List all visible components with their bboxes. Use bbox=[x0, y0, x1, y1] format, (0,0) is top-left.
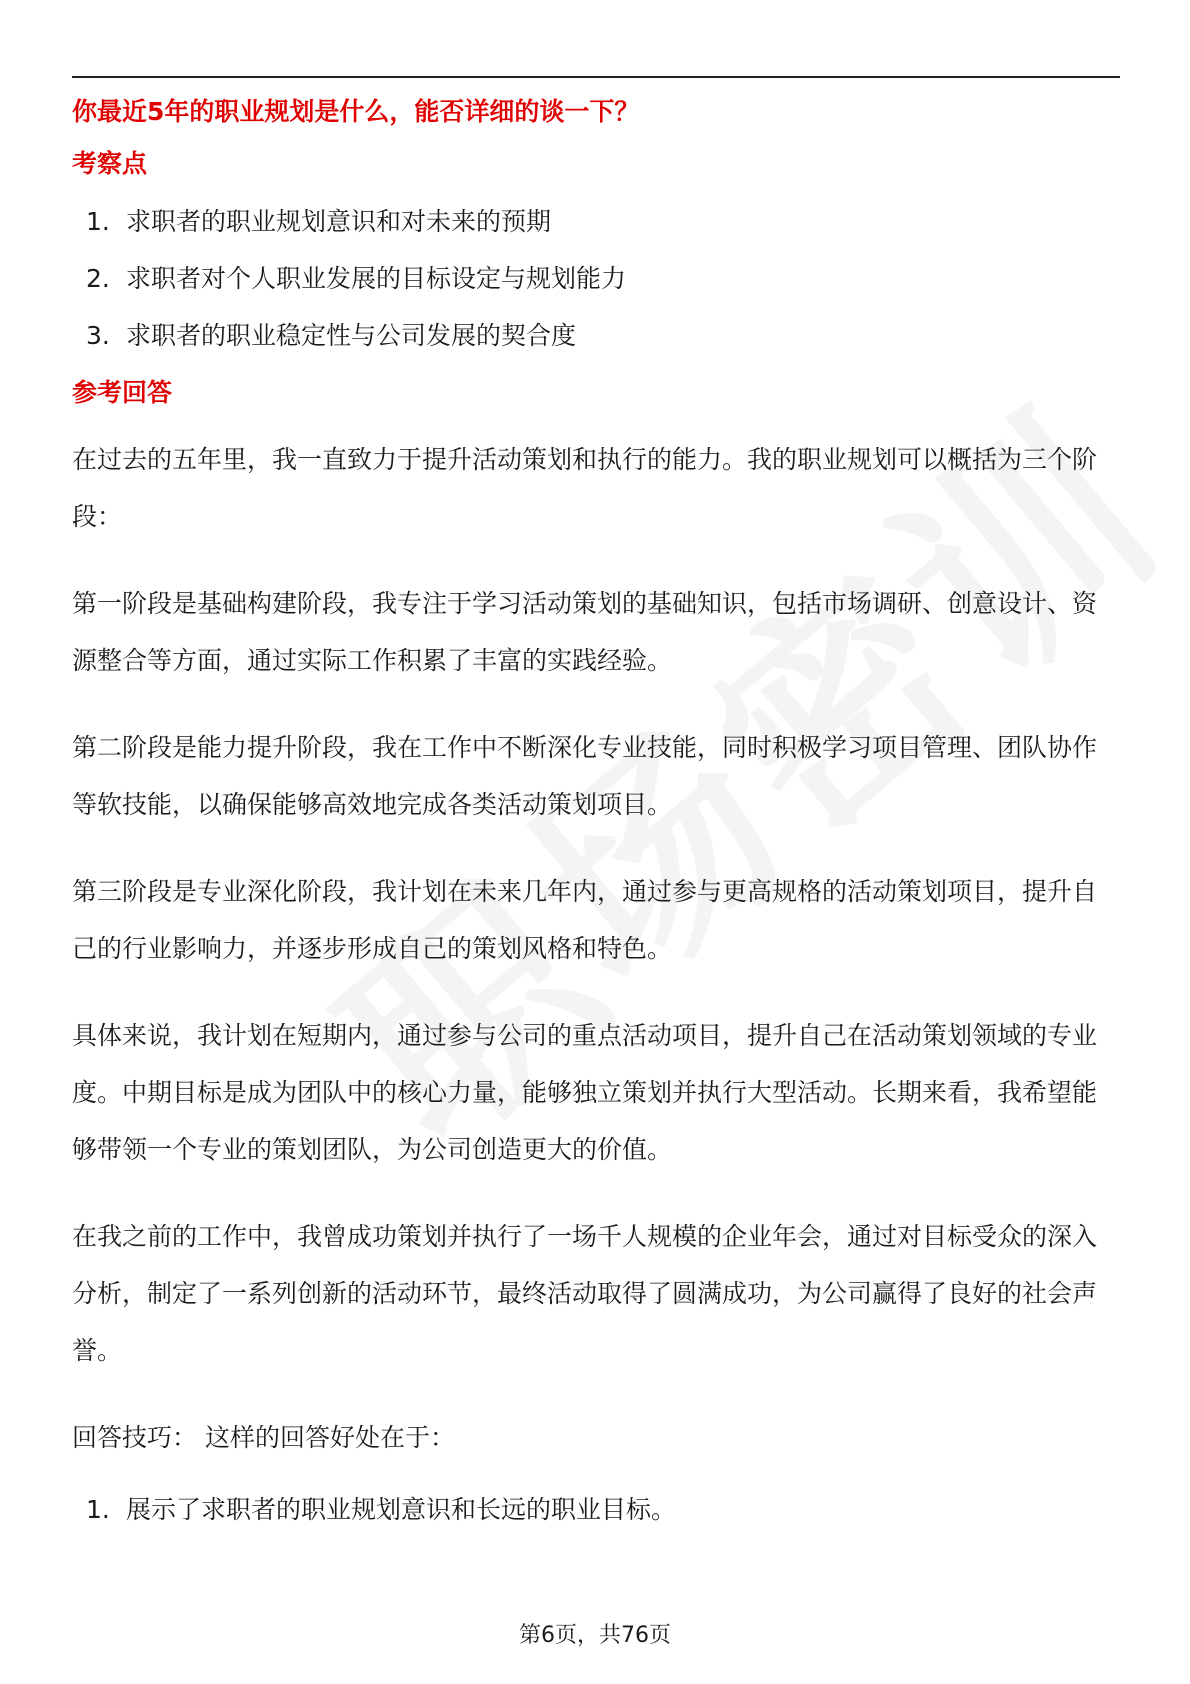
list-item-text: 展示了求职者的职业规划意识和长远的职业目标。 bbox=[126, 1495, 677, 1524]
list-item bbox=[86, 316, 1120, 356]
answer-paragraph: 第二阶段是能力提升阶段，我在工作中不断深化专业技能，同时积极学习项目管理、团队协作等软技能，以确保能够高效地完成各类活动策划项目。 bbox=[72, 733, 1098, 819]
inspection-list bbox=[72, 202, 1120, 356]
document-body bbox=[72, 92, 1120, 1547]
page-number: 第6页，共76页 bbox=[519, 1623, 671, 1648]
answer-body bbox=[72, 431, 1120, 1466]
inspection-title: 考察点 bbox=[72, 149, 148, 178]
answer-tips-intro: 回答技巧： 这样的回答好处在于： bbox=[72, 1423, 455, 1452]
answer-paragraph: 第一阶段是基础构建阶段，我专注于学习活动策划的基础知识，包括市场调研、创意设计、资源整合等方面，通过实际工作积累了丰富的实践经验。 bbox=[72, 589, 1098, 675]
answer-paragraph: 在我之前的工作中，我曾成功策划并执行了一场千人规模的企业年会，通过对目标受众的深入分析，制定了一系列创新的活动环节，最终活动取得了圆满成功，为公司赢得了良好的社会声誉。 bbox=[72, 1222, 1098, 1365]
list-item-number: 1. bbox=[86, 207, 110, 236]
answer-paragraph: 第三阶段是专业深化阶段，我计划在未来几年内，通过参与更高规格的活动策划项目，提升自己的行业影响力，并逐步形成自己的策划风格和特色。 bbox=[72, 877, 1098, 963]
top-divider bbox=[72, 76, 1120, 78]
list-item-text: 求职者的职业规划意识和对未来的预期 bbox=[126, 207, 552, 236]
tips-list bbox=[72, 1490, 1120, 1530]
answer-title: 参考回答 bbox=[72, 378, 173, 407]
list-item-text: 求职者对个人职业发展的目标设定与规划能力 bbox=[126, 264, 627, 293]
answer-paragraph: 具体来说，我计划在短期内，通过参与公司的重点活动项目，提升自己在活动策划领域的专业度。中期目标是成为团队中的核心力量，能够独立策划并执行大型活动。长期来看，我希望能够带领一个专业的策划团队，为公司创造更大的价值。 bbox=[72, 1021, 1098, 1164]
list-item bbox=[86, 1490, 1120, 1530]
list-item-number: 1. bbox=[86, 1495, 110, 1524]
list-item bbox=[86, 259, 1120, 299]
answer-paragraph: 在过去的五年里，我一直致力于提升活动策划和执行的能力。我的职业规划可以概括为三个阶段： bbox=[72, 445, 1098, 531]
list-item-number: 2. bbox=[86, 264, 110, 293]
list-item-text: 求职者的职业稳定性与公司发展的契合度 bbox=[126, 321, 577, 350]
list-item-number: 3. bbox=[86, 321, 110, 350]
list-item bbox=[86, 202, 1120, 242]
question-heading: 你最近5年的职业规划是什么，能否详细的谈一下？ bbox=[72, 97, 640, 126]
